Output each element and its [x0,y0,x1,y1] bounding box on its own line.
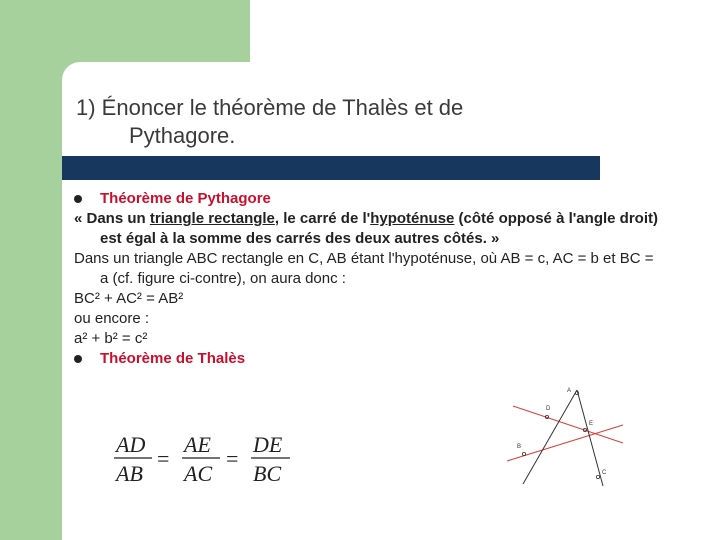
point-b [522,452,525,455]
triangle-description: Dans un triangle ABC rectangle en C, AB étant l'hypoténuse, où AB = c, AC = b et BC = a (cf. figure ci-contre), on aura donc : [74,250,654,287]
slide-title-line1: 1) Énoncer le théorème de Thalès et de [76,95,464,120]
fraction-3-numerator: DE [253,432,283,457]
bullet-item-pythagore [74,189,664,209]
link-triangle-rectangle[interactable]: triangle rectangle [149,210,275,227]
slide-body [74,189,664,369]
line-ab [523,390,577,484]
bullet-label-pythagore: Théorème de Pythagore [100,190,271,207]
equals-sign-1: = [157,446,170,471]
equals-sign-2: = [226,446,239,471]
bullet-dot-icon [74,355,82,363]
fraction-2-numerator: AE [184,432,211,457]
fraction-3-denominator: BC [253,461,282,486]
label-b: B [517,444,522,450]
quote-text-1: « Dans un [74,210,150,227]
bullet-dot-icon [74,195,82,203]
link-hypotenuse[interactable]: hypoténuse [370,210,455,227]
fraction-2-denominator: AC [184,461,213,486]
parallel-line-de [513,406,623,443]
label-c: C [602,470,607,476]
pythagore-quote [74,209,664,249]
quote-text-3: (côté opposé à l'angle droit) est égal à la somme des carrés des deux autres côtés. » [100,210,658,247]
label-a: A [567,388,572,394]
thales-figure [505,378,635,490]
bullet-label-thales: Théorème de Thalès [100,350,246,367]
thales-formula [110,430,300,490]
label-d: D [546,406,551,412]
bullet-item-thales [74,349,664,369]
title-underline-bar [62,156,600,180]
equation-2: a² + b² = c² [74,330,148,347]
or-text: ou encore : [74,310,150,327]
point-c [596,475,599,478]
slide-title-line2: Pythagore. [129,123,236,148]
slide-title [76,94,616,150]
label-e: E [589,421,594,427]
quote-text-2: , le carré de l' [274,210,371,227]
fraction-1-numerator: AD [116,432,146,457]
equation-1: BC² + AC² = AB² [74,290,184,307]
fraction-1-denominator: AB [116,461,143,486]
